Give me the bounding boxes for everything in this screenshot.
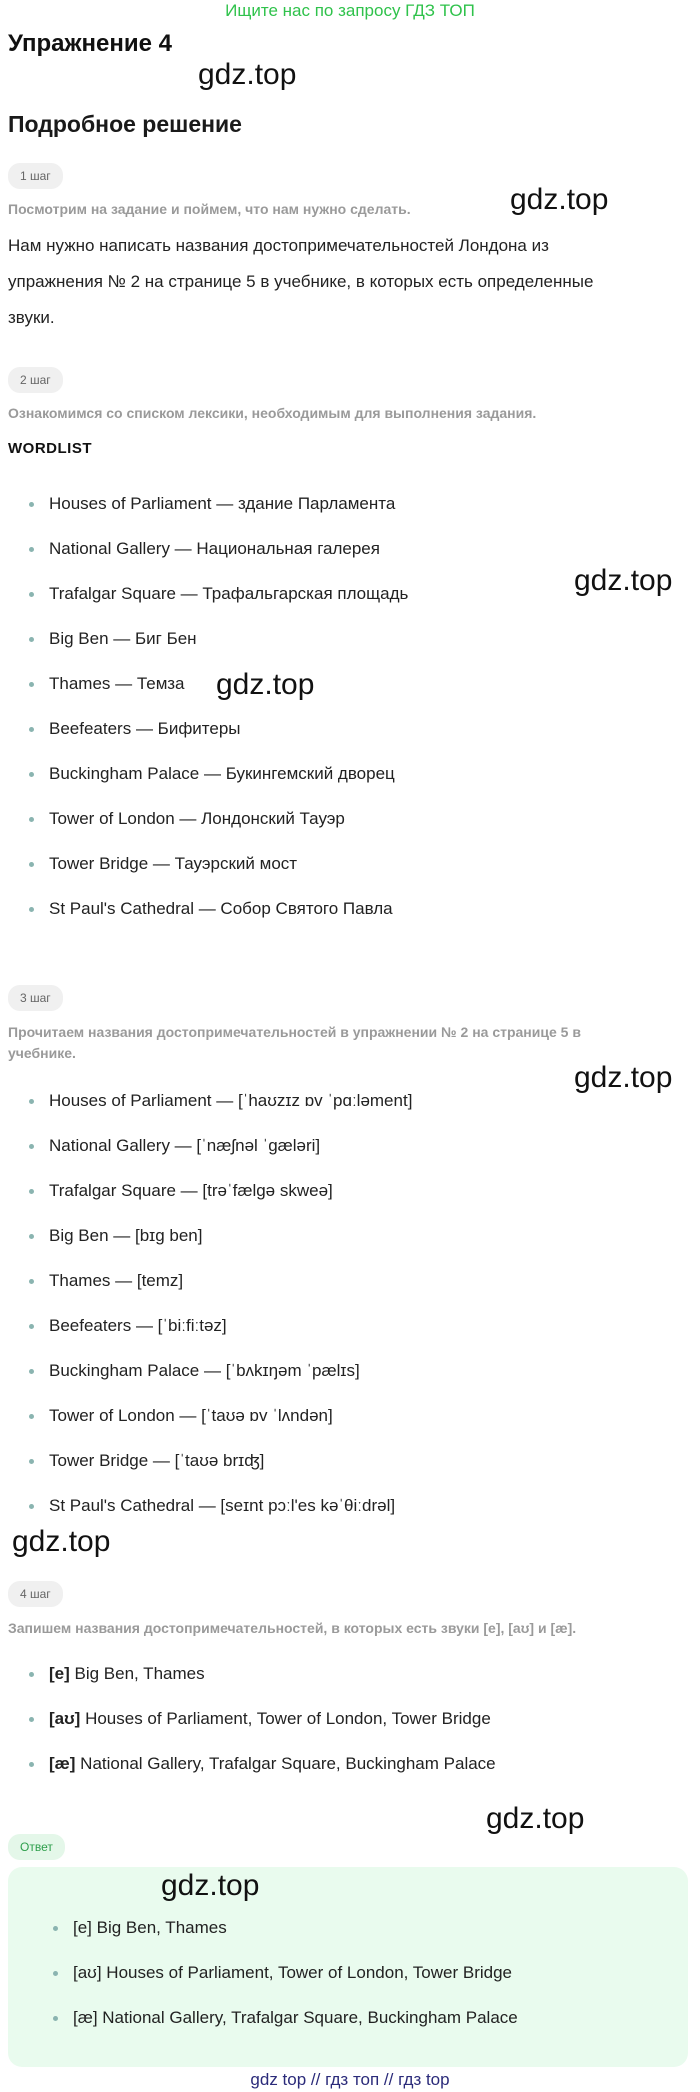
bullet-icon <box>29 862 34 867</box>
bullet-icon <box>29 1324 34 1329</box>
transcription-list <box>49 1087 412 1537</box>
bullet-icon <box>29 1189 34 1194</box>
step-caption: Прочитаем названия достопримечательностей в упражнении № 2 на странице 5 в учебнике. <box>8 1024 581 1061</box>
bullet-icon <box>29 817 34 822</box>
watermark: gdz.top <box>161 1869 260 1902</box>
list-item: Buckingham Palace — Букингемский дворец <box>49 760 408 805</box>
list-item: Tower Bridge — Тауэрский мост <box>49 850 408 895</box>
page-title: Упражнение 4 <box>8 30 172 57</box>
list-item: Thames — [temz] <box>49 1267 412 1312</box>
list-item: Trafalgar Square — Трафальгарская площадь <box>49 580 408 625</box>
list-item: [æ] National Gallery, Trafalgar Square, Buckingham Palace <box>49 1750 496 1795</box>
step-badge: 3 шаг <box>8 985 63 1011</box>
bullet-icon <box>29 1144 34 1149</box>
list-item: National Gallery — [ˈnæʃnəl ˈgæləri] <box>49 1132 412 1177</box>
list-item: St Paul's Cathedral — Собор Святого Павла <box>49 895 408 940</box>
bullet-icon <box>29 502 34 507</box>
answer-badge: Ответ <box>8 1834 65 1860</box>
list-item: National Gallery — Национальная галерея <box>49 535 408 580</box>
bullet-icon <box>29 907 34 912</box>
watermark: gdz.top <box>486 1802 585 1835</box>
watermark: gdz.top <box>574 1061 673 1094</box>
step-text <box>8 228 648 336</box>
step-badge: 4 шаг <box>8 1581 63 1607</box>
section-title: Подробное решение <box>8 111 242 137</box>
step-caption: Ознакомимся со списком лексики, необходимым для выполнения задания. <box>8 405 537 421</box>
list-item: Houses of Parliament — [ˈhaʊzɪz ɒv ˈpɑːləment] <box>49 1087 412 1132</box>
list-item: St Paul's Cathedral — [seɪnt pɔːl'es kəˈθiːdrəl] <box>49 1492 412 1537</box>
bullet-icon <box>29 1414 34 1419</box>
bullet-icon <box>53 1926 58 1931</box>
watermark: gdz.top <box>198 58 297 91</box>
bullet-icon <box>29 1672 34 1677</box>
list-item: [e] Big Ben, Thames <box>73 1914 518 1959</box>
wordlist-title: WORDLIST <box>8 440 92 457</box>
bullet-icon <box>29 1279 34 1284</box>
watermark: gdz.top <box>510 183 609 216</box>
list-item: Big Ben — [bɪg ben] <box>49 1222 412 1267</box>
bullet-icon <box>29 1099 34 1104</box>
sound-list <box>49 1660 496 1795</box>
list-item: [aʊ] Houses of Parliament, Tower of London, Tower Bridge <box>73 1959 518 2004</box>
watermark: gdz.top <box>12 1525 111 1558</box>
footer[interactable]: gdz top // гдз топ // гдз top <box>250 2070 450 2089</box>
step-badge: 1 шаг <box>8 163 63 189</box>
bullet-icon <box>29 1459 34 1464</box>
bullet-icon <box>29 727 34 732</box>
search-banner[interactable]: Ищите нас по запросу ГДЗ ТОП <box>225 1 475 20</box>
bullet-icon <box>29 592 34 597</box>
list-item: [aʊ] Houses of Parliament, Tower of London, Tower Bridge <box>49 1705 496 1750</box>
bullet-icon <box>29 547 34 552</box>
step-caption: Посмотрим на задание и поймем, что нам нужно сделать. <box>8 201 411 217</box>
step-badge: 2 шаг <box>8 367 63 393</box>
bullet-icon <box>29 1369 34 1374</box>
bullet-icon <box>29 1504 34 1509</box>
list-item: Beefeaters — [ˈbiːfiːtəz] <box>49 1312 412 1357</box>
bullet-icon <box>29 1762 34 1767</box>
list-item: Buckingham Palace — [ˈbʌkɪŋəm ˈpælɪs] <box>49 1357 412 1402</box>
list-item: [e] Big Ben, Thames <box>49 1660 496 1705</box>
step-caption: Запишем названия достопримечательностей, в которых есть звуки [e], [aʊ] и [æ]. <box>8 1620 577 1636</box>
text-line: упражнения № 2 на странице 5 в учебнике, в которых есть определенные <box>8 272 594 291</box>
bullet-icon <box>29 1234 34 1239</box>
bullet-icon <box>53 2016 58 2021</box>
watermark: gdz.top <box>574 564 673 597</box>
text-line: звуки. <box>8 308 55 327</box>
list-item: Tower Bridge — [ˈtaʊə brɪʤ] <box>49 1447 412 1492</box>
list-item: Houses of Parliament — здание Парламента <box>49 490 408 535</box>
list-item: Tower of London — Лондонский Тауэр <box>49 805 408 850</box>
list-item: Thames — Темза <box>49 670 408 715</box>
list-item: Big Ben — Биг Бен <box>49 625 408 670</box>
text-line: Нам нужно написать названия достопримечательностей Лондона из <box>8 236 549 255</box>
bullet-icon <box>29 682 34 687</box>
list-item: Trafalgar Square — [trəˈfælgə skweə] <box>49 1177 412 1222</box>
wordlist <box>49 490 408 940</box>
list-item: Beefeaters — Бифитеры <box>49 715 408 760</box>
bullet-icon <box>29 637 34 642</box>
answer-list <box>73 1914 518 2049</box>
list-item: [æ] National Gallery, Trafalgar Square, Buckingham Palace <box>73 2004 518 2049</box>
bullet-icon <box>29 1717 34 1722</box>
bullet-icon <box>53 1971 58 1976</box>
watermark: gdz.top <box>216 668 315 701</box>
list-item: Tower of London — [ˈtaʊə ɒv ˈlʌndən] <box>49 1402 412 1447</box>
bullet-icon <box>29 772 34 777</box>
